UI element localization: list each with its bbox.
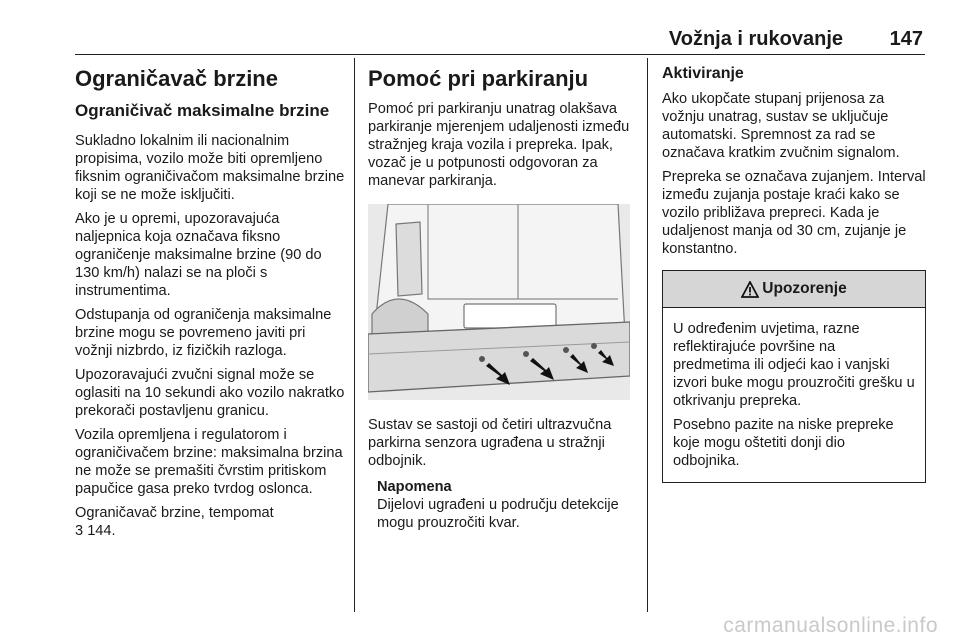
paragraph: Odstupanja od ograničenja maksimalne brzine mogu se povremeno javiti pri vožnji nizbrdo, iz fizičkih razloga. bbox=[75, 307, 332, 359]
figure-caption: Sustav se sastoji od četiri ultrazvučna parkirna senzora ugrađena u stražnji odbojnik. bbox=[368, 417, 612, 469]
paragraph: Sukladno lokalnim ili nacionalnim propisima, vozilo može biti opremljeno fiksnim ograničivačom maksimalne brzine koji se ne može isključiti. bbox=[75, 133, 345, 203]
section-title: Vožnja i rukovanje bbox=[668, 28, 843, 50]
note-title: Napomena bbox=[377, 479, 452, 495]
column-parking-assist bbox=[368, 62, 634, 538]
column-divider bbox=[647, 58, 648, 612]
rear-bumper-sensors-illustration bbox=[368, 204, 630, 400]
column-divider bbox=[354, 58, 355, 612]
paragraph: Upozoravajući zvučni signal može se oglasiti na 10 sekundi ako vozilo nakratko prekorači postavljenu granicu. bbox=[75, 367, 345, 419]
cross-reference-text: Ograničavač brzine, tempomat bbox=[75, 505, 274, 521]
paragraph: Ako je u opremi, upozoravajuća naljepnica koja označava fiksno ograničenje maksimalne brzine (90 do 130 km/h) nalazi se na ploči s instrumentima. bbox=[75, 211, 322, 299]
warning-triangle-icon bbox=[741, 281, 759, 298]
section-heading: Pomoć pri parkiranju bbox=[368, 66, 589, 91]
page-header bbox=[75, 26, 925, 55]
subsection-heading: Aktiviranje bbox=[662, 65, 744, 82]
cross-reference[interactable] bbox=[75, 504, 345, 540]
note-block bbox=[377, 478, 634, 532]
arrow-icon: 3 bbox=[75, 523, 84, 539]
paragraph: Ako ukopčate stupanj prijenosa za vožnju unatrag, sustav se uključuje automatski. Spremnost za rad se označava kratkim zvučnim signalom. bbox=[662, 91, 900, 161]
subsection-heading: Ograničivač maksimalne brzine bbox=[75, 101, 330, 120]
page-number: 147 bbox=[889, 28, 923, 50]
paragraph: Pomoć pri parkiranju unatrag olakšava parkiranje mjerenjem udaljenosti između stražnjeg kraja vozila i prepreka. Ipak, vozač je u potpunosti odgovoran za manevar parkiranja. bbox=[368, 101, 630, 189]
van-rear-drawing bbox=[368, 204, 630, 400]
section-heading: Ograničavač brzine bbox=[75, 66, 278, 91]
warning-title: Upozorenje bbox=[762, 280, 847, 297]
note-text: Dijelovi ugrađeni u području detekcije mogu prouzročiti kvar. bbox=[377, 497, 619, 531]
cross-reference-page: 144. bbox=[87, 523, 116, 539]
paragraph: Prepreka se označava zujanjem. Interval između zujanja postaje kraći kako se vozilo približava prepreci. Kada je udaljenost manja od 30 cm, zujanje je konstantno. bbox=[662, 169, 926, 257]
warning-box bbox=[662, 270, 926, 483]
paragraph: Vozila opremljena i regulatorom i ograničivačem brzine: maksimalna brzina ne može se premašiti čvrstim pritiskom papučice gasa preko tvrdog oslonca. bbox=[75, 427, 343, 497]
column-activation bbox=[662, 62, 928, 483]
watermark: carmanualsonline.info bbox=[723, 614, 938, 637]
warning-header bbox=[663, 271, 925, 308]
column-speed-limiter bbox=[75, 62, 345, 546]
warning-paragraph: U određenim uvjetima, razne reflektirajuće površine na predmetima ili odjeći kao i vanjski izvori buke mogu prouzročiti grešku u otkrivanju prepreka. bbox=[673, 321, 915, 409]
warning-body bbox=[663, 308, 925, 482]
warning-paragraph: Posebno pazite na niske prepreke koje mogu oštetiti donji dio odbojnika. bbox=[673, 417, 894, 469]
